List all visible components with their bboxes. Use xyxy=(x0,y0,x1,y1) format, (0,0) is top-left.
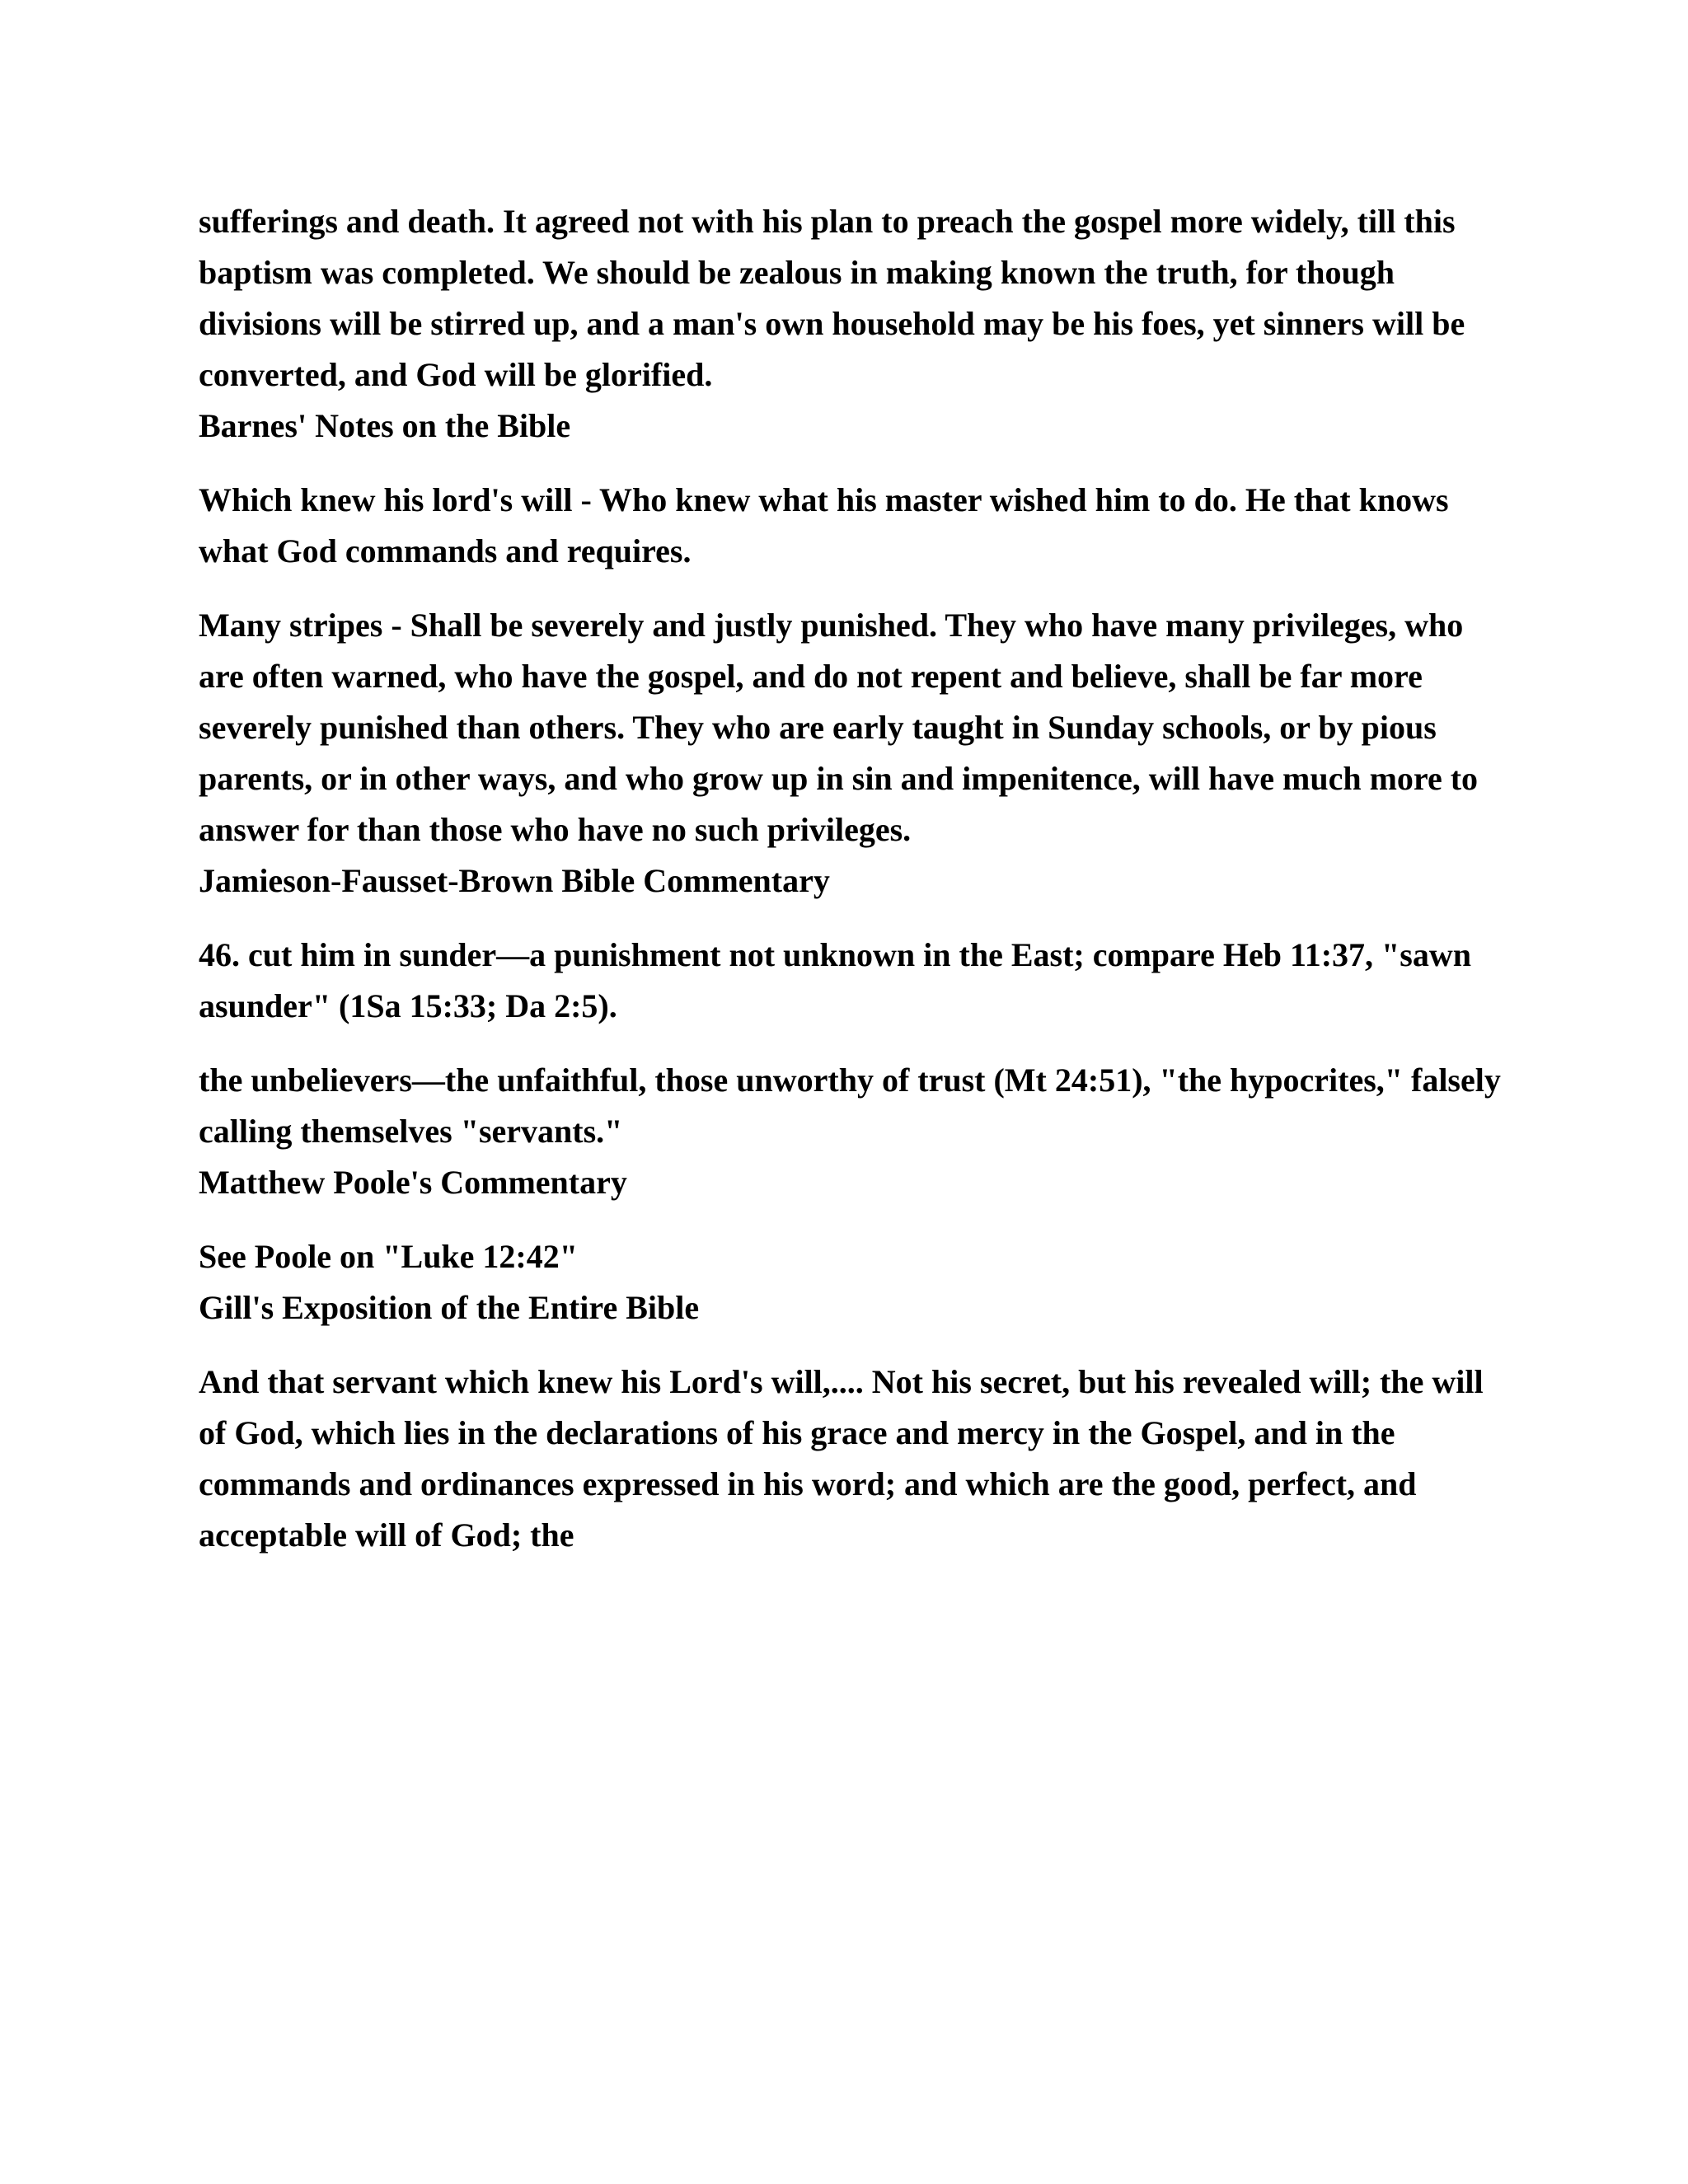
paragraph-gill-lords-will: And that servant which knew his Lord's will,.... Not his secret, but his revealed will; the will of God, which lies in the declarations of his grace and mercy in the Gospel, and in the commands and ordinances expressed in his word; and which are the good, perfect, and acceptable will of God; the xyxy=(199,1363,1484,1554)
paragraph-jfb-unbelievers: the unbelievers—the unfaithful, those unworthy of trust (Mt 24:51), "the hypocrites," falsely calling themselves "servants." xyxy=(199,1062,1501,1150)
paragraph-jfb-cut-in-sunder: 46. cut him in sunder—a punishment not unknown in the East; compare Heb 11:37, "sawn asunder" (1Sa 15:33; Da 2:5). xyxy=(199,936,1471,1024)
heading-matthew-poole: Matthew Poole's Commentary xyxy=(199,1164,627,1201)
document-page xyxy=(199,196,1501,1561)
heading-barnes-notes: Barnes' Notes on the Bible xyxy=(199,407,571,444)
heading-gills-exposition: Gill's Exposition of the Entire Bible xyxy=(199,1289,700,1326)
paragraph-barnes-many-stripes: Many stripes - Shall be severely and justly punished. They who have many privileges, who are often warned, who have the gospel, and do not repent and believe, shall be far more severely punished than others. They who are early taught in Sunday schools, or by pious parents, or in other ways, and who grow up in sin and impenitence, will have much more to answer for than those who have no such privileges. xyxy=(199,607,1479,848)
paragraph-poole-see-luke: See Poole on "Luke 12:42" xyxy=(199,1238,578,1275)
heading-jamieson-fausset-brown: Jamieson-Fausset-Brown Bible Commentary xyxy=(199,862,830,899)
paragraph-henry-continuation: sufferings and death. It agreed not with his plan to preach the gospel more widely, till this baptism was completed. We should be zealous in making known the truth, for though divisions will be stirred up, and a man's own household may be his foes, yet sinners will be converted, and God will be glorified. xyxy=(199,203,1465,393)
paragraph-barnes-lords-will: Which knew his lord's will - Who knew what his master wished him to do. He that knows what God commands and requires. xyxy=(199,481,1449,569)
